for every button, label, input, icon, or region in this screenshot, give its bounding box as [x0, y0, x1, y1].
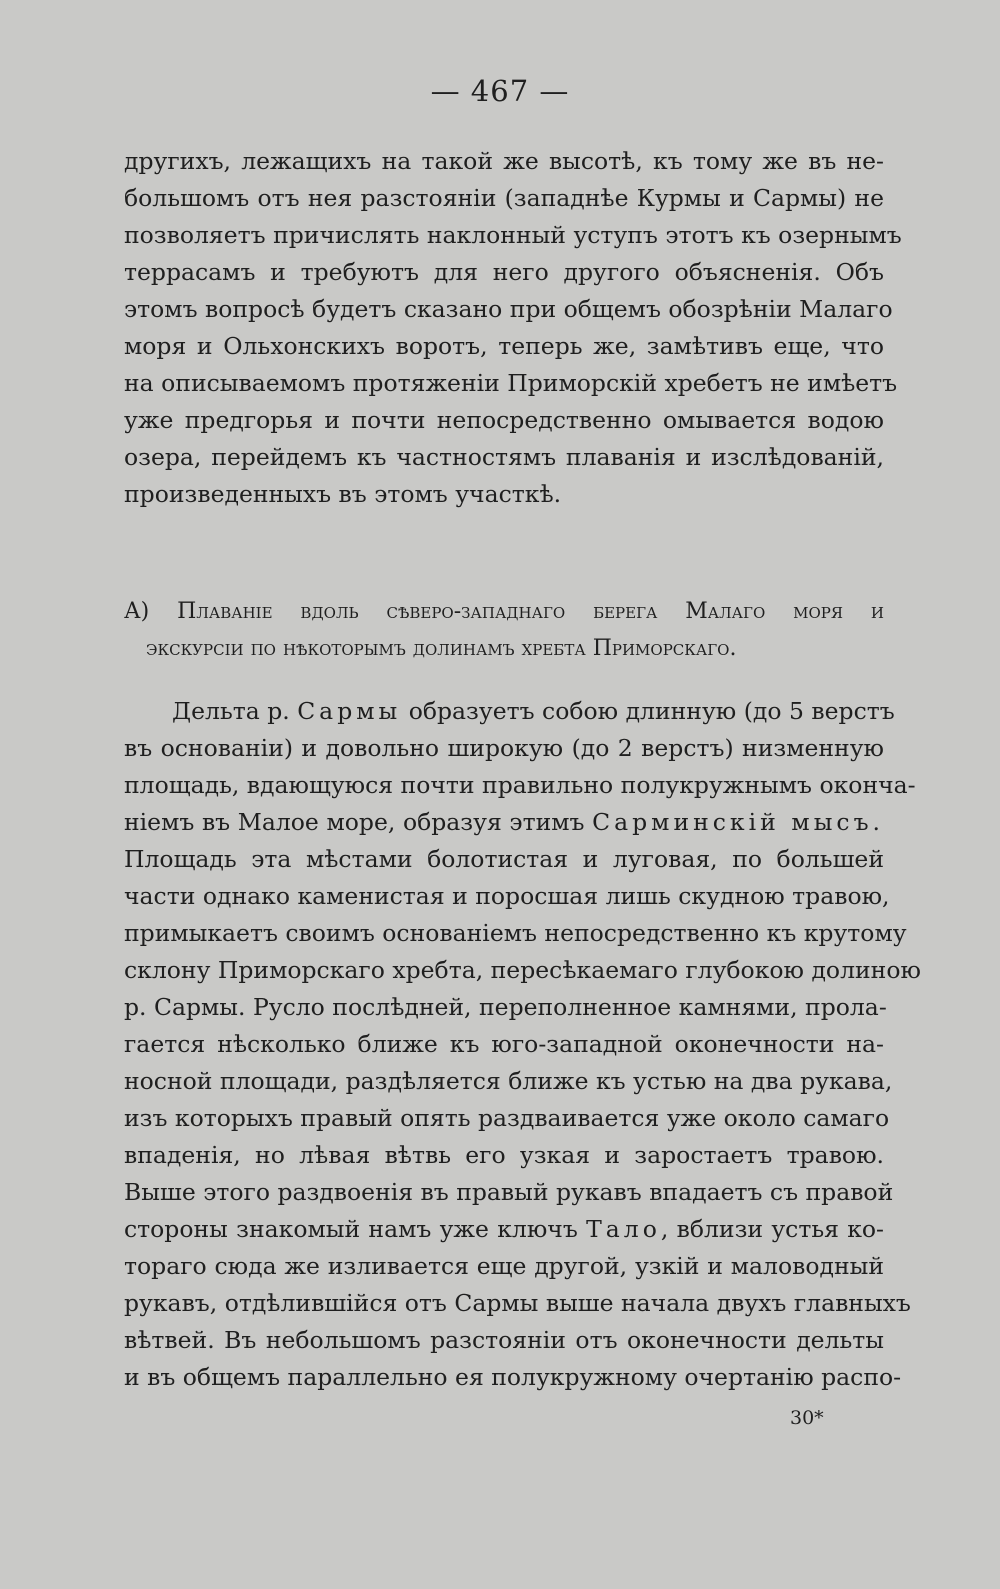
- heading-line: А) Плаваніе вдоль сѣверо-западнаго берега Малаго моря и: [124, 599, 884, 624]
- text-line: позволяетъ причислять наклонный уступъ этотъ къ озернымъ: [124, 221, 902, 249]
- text-run: , вблизи устья ко-: [660, 1215, 884, 1243]
- text-line: въ основаніи) и довольно широкую (до 2 верстъ) низменную: [124, 734, 884, 762]
- text-line: рукавъ, отдѣлившійся отъ Сармы выше начала двухъ главныхъ: [124, 1289, 911, 1317]
- text-line: произведенныхъ въ этомъ участкѣ.: [124, 480, 562, 508]
- text-line: склону Приморскаго хребта, пересѣкаемаго глубокою долиною: [124, 956, 921, 984]
- text-run: образуетъ собою длинную (до 5 верстъ: [401, 697, 895, 725]
- text-line: большомъ отъ нея разстояніи (западнѣе Курмы и Сармы) не: [124, 184, 884, 212]
- text-run: ніемъ въ Малое море, образуя этимъ: [124, 808, 593, 836]
- text-line: изъ которыхъ правый опять раздваивается уже около самаго: [124, 1104, 890, 1132]
- cape-name-spaced: Сарминскій мысъ.: [592, 808, 884, 836]
- text-line: моря и Ольхонскихъ воротъ, теперь же, замѣтивъ еще, что: [124, 332, 884, 360]
- text-line: на описываемомъ протяженіи Приморскій хребетъ не имѣетъ: [124, 369, 898, 397]
- text-line: Площадь эта мѣстами болотистая и луговая, по большей: [124, 845, 884, 873]
- text-line: этомъ вопросѣ будетъ сказано при общемъ обозрѣніи Малаго: [124, 295, 893, 323]
- text-line: вѣтвей. Въ небольшомъ разстояніи отъ оконечности дельты: [124, 1326, 884, 1354]
- text-line: площадь, вдающуюся почти правильно полукружнымъ оконча-: [124, 771, 916, 799]
- text-line: р. Сармы. Русло послѣдней, переполненное камнями, прола-: [124, 993, 887, 1021]
- text-line: примыкаетъ своимъ основаніемъ непосредственно къ крутому: [124, 919, 907, 947]
- text-run: Дельта р.: [172, 697, 298, 725]
- text-line: террасамъ и требуютъ для него другого объясненія. Объ: [124, 258, 884, 286]
- text-line: Выше этого раздвоенія въ правый рукавъ впадаетъ съ правой: [124, 1178, 894, 1206]
- text-line: части однако каменистая и поросшая лишь скудною травою,: [124, 882, 890, 910]
- text-line: гается нѣсколько ближе къ юго-западной оконечности на-: [124, 1030, 884, 1058]
- text-run: стороны знакомый намъ уже ключъ: [124, 1215, 587, 1243]
- text-line: впаденія, но лѣвая вѣтвь его узкая и заростаетъ травою.: [124, 1141, 884, 1169]
- spring-name-spaced: Тало: [586, 1215, 661, 1243]
- signature-mark: 30*: [790, 1407, 824, 1429]
- text-line: [124, 1211, 884, 1248]
- text-line: и въ общемъ параллельно ея полукружному очертанію распо-: [124, 1363, 902, 1391]
- page-number: — 467 —: [430, 74, 570, 108]
- river-name-spaced: Сармы: [297, 697, 402, 725]
- text-line: тораго сюда же изливается еще другой, узкій и маловодный: [124, 1252, 884, 1280]
- text-line: [124, 693, 895, 730]
- text-line: носной площади, раздѣляется ближе къ устью на два рукава,: [124, 1067, 893, 1095]
- paragraph-continued: [124, 143, 902, 513]
- text-line: другихъ, лежащихъ на такой же высотѣ, къ тому же въ не-: [124, 147, 884, 175]
- text-line: озера, перейдемъ къ частностямъ плаванія и изслѣдованій,: [124, 443, 884, 471]
- text-line: уже предгорья и почти непосредственно омывается водою: [124, 406, 884, 434]
- paragraph-delta: [124, 693, 921, 1396]
- heading-line: экскурсіи по нѣкоторымъ долинамъ хребта Приморскаго.: [146, 636, 737, 661]
- text-line: [124, 804, 884, 841]
- section-heading: [124, 593, 884, 667]
